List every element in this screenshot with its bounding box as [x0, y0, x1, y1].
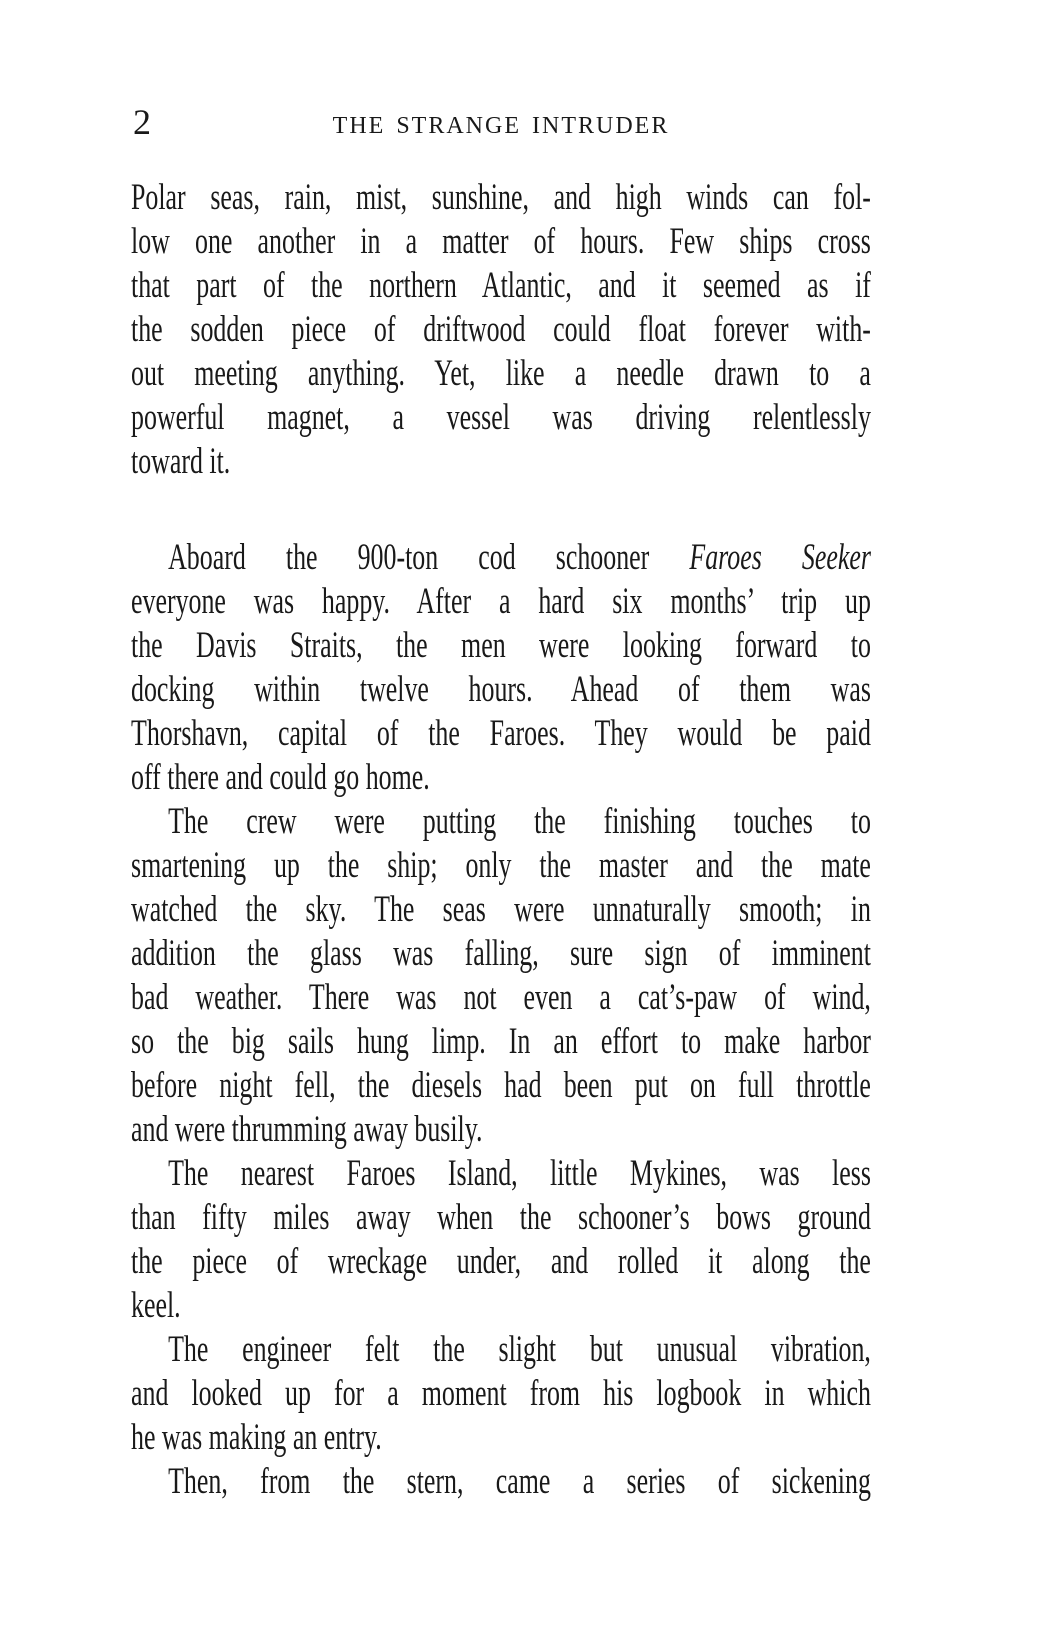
- text-segment: The crew were putting the finishing touches to: [168, 801, 871, 842]
- text-line: [131, 308, 871, 352]
- text-segment: that part of the northern Atlantic, and it seemed as if: [131, 265, 871, 306]
- text-line: [131, 756, 871, 800]
- text-segment: low one another in a matter of hours. Few ships cross: [131, 221, 871, 262]
- text-segment: bad weather. There was not even a cat’s-paw of wind,: [131, 977, 871, 1018]
- text-line: [131, 396, 871, 440]
- body-text: [131, 176, 871, 1504]
- text-line: [131, 440, 871, 484]
- text-segment: keel.: [131, 1285, 181, 1326]
- text-line: [131, 1020, 871, 1064]
- paragraph: [131, 1152, 871, 1328]
- text-line: [131, 844, 871, 888]
- text-segment: out meeting anything. Yet, like a needle drawn to a: [131, 353, 871, 394]
- text-line: [131, 220, 871, 264]
- text-segment: the Davis Straits, the men were looking forward to: [131, 625, 871, 666]
- text-line: [131, 624, 871, 668]
- text-segment: he was making an entry.: [131, 1417, 382, 1458]
- text-line: [131, 888, 871, 932]
- text-segment: Thorshavn, capital of the Faroes. They would be paid: [131, 713, 871, 754]
- text-line: [131, 176, 871, 220]
- page-header: [131, 104, 871, 146]
- text-line: [131, 580, 871, 624]
- text-segment: Aboard the 900-ton cod schooner: [168, 537, 690, 578]
- text-segment: off there and could go home.: [131, 757, 430, 798]
- text-line: [131, 932, 871, 976]
- text-segment: The engineer felt the slight but unusual vibration,: [168, 1329, 871, 1370]
- text-segment: watched the sky. The seas were unnaturally smooth; in: [131, 889, 871, 930]
- text-segment: everyone was happy. After a hard six months’ trip up: [131, 581, 871, 622]
- text-line: [131, 536, 871, 580]
- text-line: [131, 1152, 871, 1196]
- text-line: [131, 668, 871, 712]
- text-line: [131, 1064, 871, 1108]
- text-segment: and looked up for a moment from his logbook in which: [131, 1373, 871, 1414]
- text-segment: powerful magnet, a vessel was driving relentlessly: [131, 397, 871, 438]
- text-line: [131, 352, 871, 396]
- text-line: [131, 1108, 871, 1152]
- text-segment: The nearest Faroes Island, little Mykines, was less: [168, 1153, 871, 1194]
- text-segment: docking within twelve hours. Ahead of them was: [131, 669, 871, 710]
- text-segment: smartening up the ship; only the master and the mate: [131, 845, 871, 886]
- text-line: [131, 1416, 871, 1460]
- text-line: [131, 1328, 871, 1372]
- ship-name-italic: Faroes Seeker: [689, 537, 871, 578]
- text-segment: the sodden piece of driftwood could float forever with-: [131, 309, 871, 350]
- text-line: [131, 976, 871, 1020]
- text-line: [131, 800, 871, 844]
- text-line: [131, 1196, 871, 1240]
- text-segment: so the big sails hung limp. In an effort to make harbor: [131, 1021, 871, 1062]
- text-segment: and were thrumming away busily.: [131, 1109, 483, 1150]
- paragraph: [131, 1328, 871, 1460]
- text-segment: than fifty miles away when the schooner’s bows ground: [131, 1197, 871, 1238]
- text-line: [131, 264, 871, 308]
- text-line: [131, 1240, 871, 1284]
- paragraph: [131, 536, 871, 800]
- text-segment: addition the glass was falling, sure sign of imminent: [131, 933, 871, 974]
- text-line: [131, 712, 871, 756]
- running-title: THE STRANGE INTRUDER: [332, 113, 670, 139]
- text-line: [131, 1372, 871, 1416]
- page-number: 2: [133, 102, 151, 142]
- text-segment: before night fell, the diesels had been put on full throttle: [131, 1065, 871, 1106]
- text-segment: Then, from the stern, came a series of sickening: [168, 1461, 871, 1502]
- text-line: [131, 1460, 871, 1504]
- paragraph: [131, 176, 871, 484]
- paragraph: [131, 1460, 871, 1504]
- text-segment: the piece of wreckage under, and rolled it along the: [131, 1241, 871, 1282]
- text-segment: toward it.: [131, 441, 231, 482]
- paragraph: [131, 800, 871, 1152]
- text-segment: Polar seas, rain, mist, sunshine, and high winds can fol-: [131, 177, 871, 218]
- text-line: [131, 1284, 871, 1328]
